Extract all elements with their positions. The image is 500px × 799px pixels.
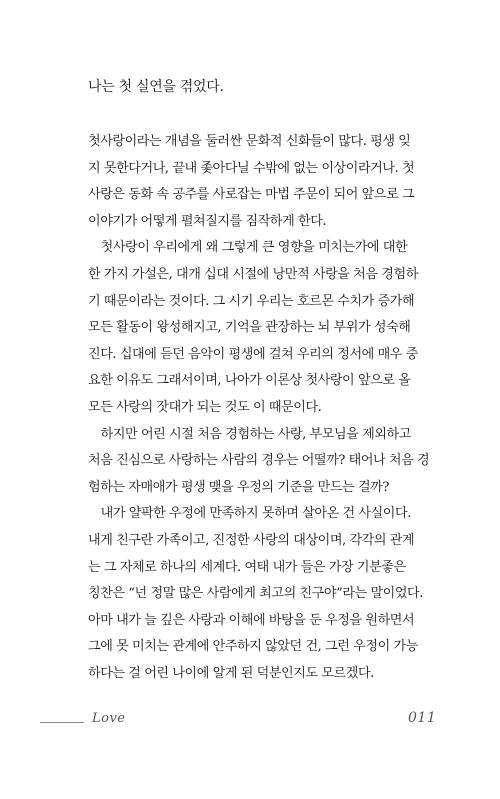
text-line: 모든 활동이 왕성해지고, 기억을 관장하는 뇌 부위가 성숙해: [88, 320, 411, 336]
text-line: 사랑은 동화 속 공주를 사로잡는 마법 주문이 되어 앞으로 그: [88, 187, 415, 203]
page-number: 011: [408, 710, 437, 726]
text-line: 한 가지 가설은, 대개 십대 시절에 낭만적 사랑을 처음 경험하: [88, 266, 418, 282]
text-line: 처음 진심으로 사랑하는 사람의 경우는 어떨까? 태어나 처음 경: [88, 453, 430, 469]
text-line: 기 때문이라는 것이다. 그 시기 우리는 호르몬 수치가 증가해: [88, 293, 415, 309]
page-footer: [0, 708, 500, 738]
text-line: 그에 못 미치는 관계에 안주하지 않았던 건, 그런 우정이 가능: [88, 639, 418, 655]
text-line: 진다. 십대에 듣던 음악이 평생에 걸쳐 우리의 정서에 매우 중: [88, 346, 418, 362]
text-line: 지 못한다거나, 끝내 좇아다닐 수밖에 없는 이상이라거나. 첫: [88, 160, 415, 176]
footer-divider: [40, 722, 84, 723]
text-line: 이야기가 어떻게 펼쳐질지를 짐작하게 한다.: [88, 213, 327, 229]
text-line: 는 그 자체로 하나의 세계다. 여태 내가 들은 가장 기분좋은: [88, 559, 406, 575]
text-line: 요한 이유도 그래서이며, 나아가 이론상 첫사랑이 앞으로 올: [88, 373, 411, 389]
text-line: 첫사랑이라는 개념을 둘러싼 문화적 신화들이 많다. 평생 잊: [88, 134, 411, 149]
body-text: [88, 129, 438, 687]
text-line: 하다는 걸 어린 나이에 알게 된 덕분인지도 모르겠다.: [88, 665, 374, 681]
text-line: 험하는 자매애가 평생 맺을 우정의 기준을 만드는 걸까?: [88, 479, 389, 495]
text-line: 첫사랑이 우리에게 왜 그렇게 큰 영향을 미치는가에 대한: [88, 240, 408, 256]
text-line: 하지만 어린 시절 처음 경험하는 사랑, 부모님을 제외하고: [88, 426, 411, 442]
text-line: 칭찬은 “넌 정말 많은 사람에게 최고의 친구야”라는 말이었다.: [88, 586, 423, 602]
running-title: Love: [92, 711, 126, 726]
text-line: 내게 친구란 가족이고, 진정한 사랑의 대상이며, 각각의 관계: [88, 532, 415, 548]
opening-line: 나는 첫 실연을 겪었다.: [88, 79, 224, 95]
text-line: 내가 얄팍한 우정에 만족하지 못하며 살아온 건 사실이다.: [88, 506, 411, 522]
text-line: 모든 사랑의 잣대가 되는 것도 이 때문이다.: [88, 399, 322, 415]
text-line: 아마 내가 늘 깊은 사랑과 이해에 바탕을 둔 우정을 원하면서: [88, 612, 415, 628]
